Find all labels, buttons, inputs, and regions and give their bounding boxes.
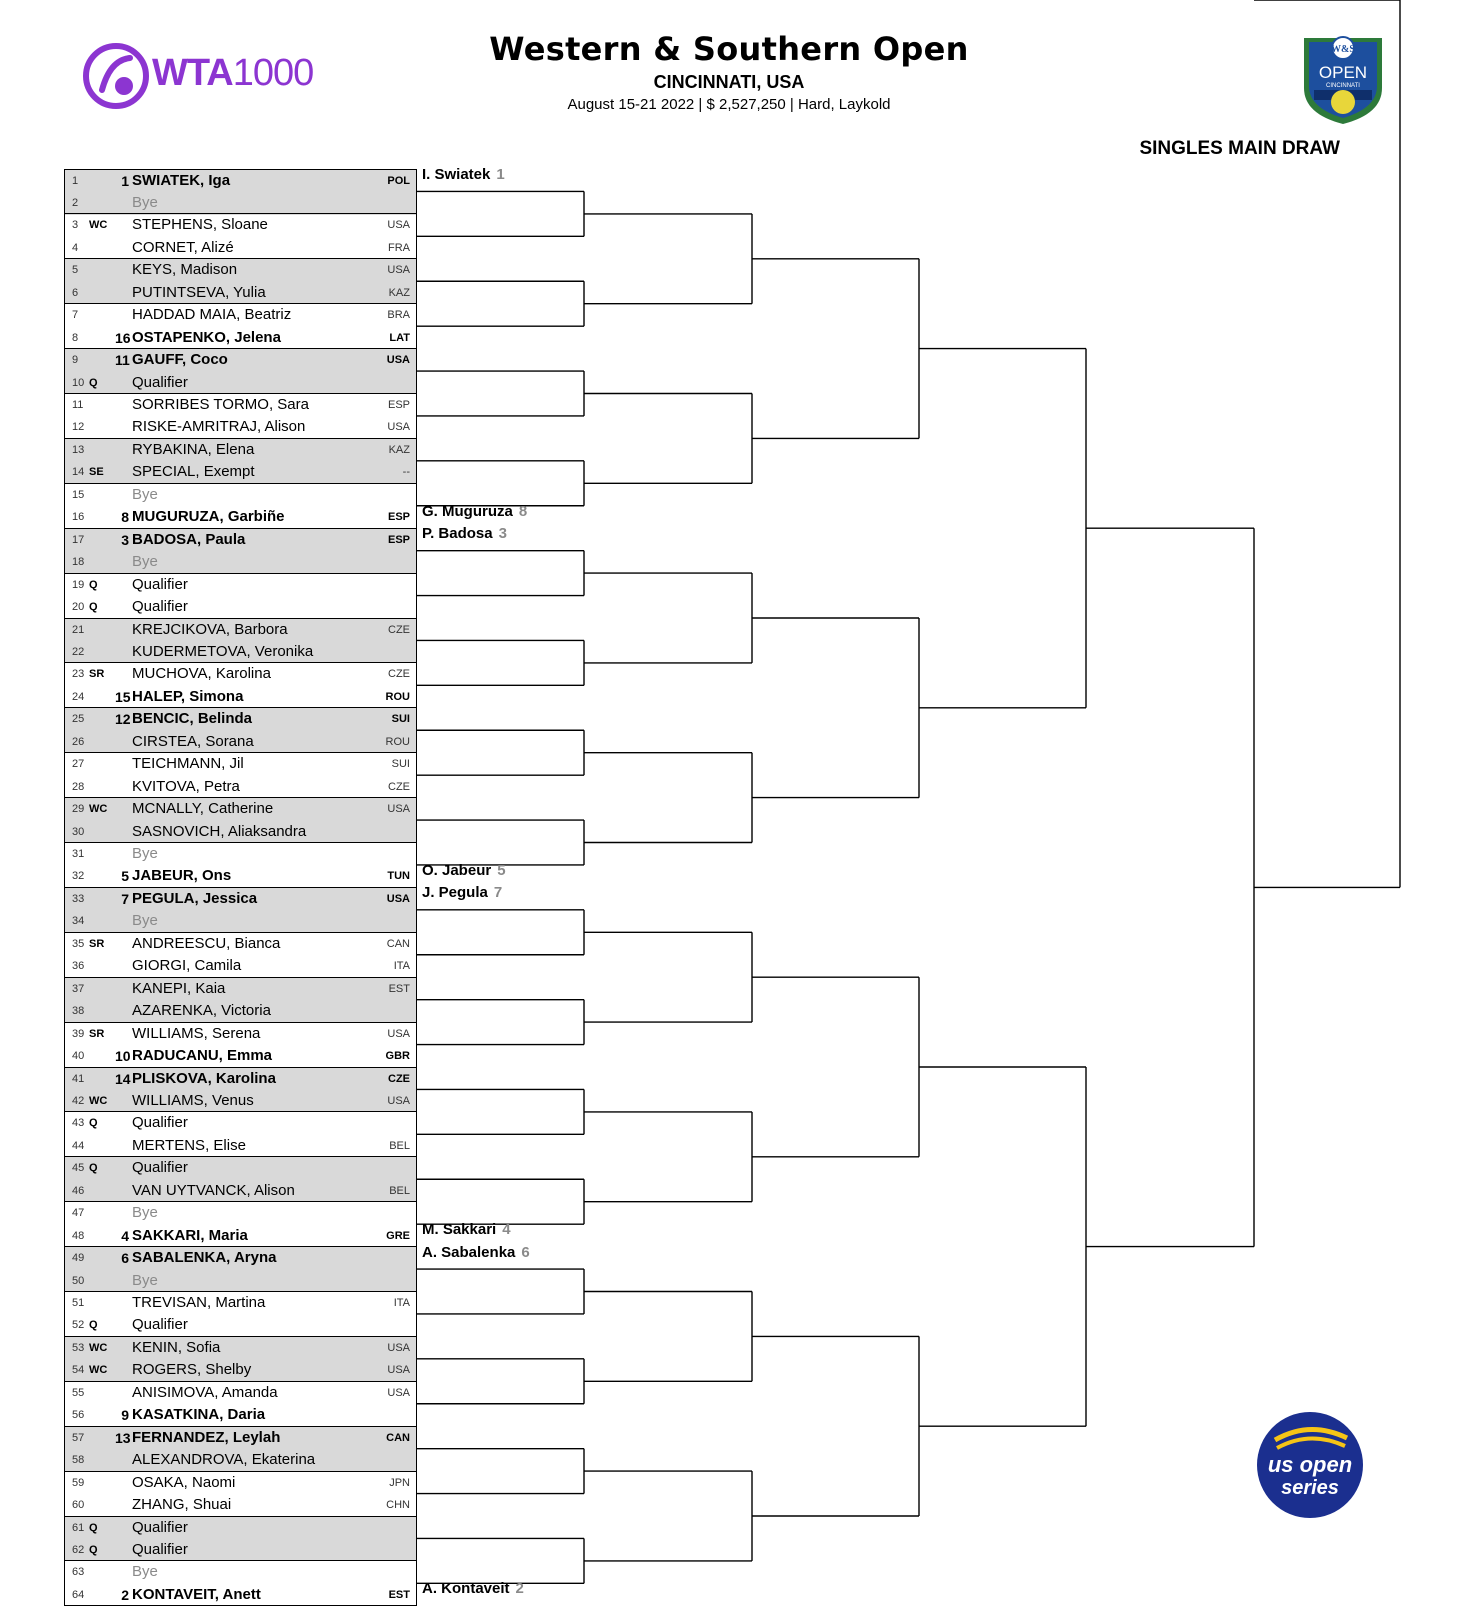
player-nationality: CZE — [388, 668, 410, 681]
player-name: SASNOVICH, Aliaksandra — [132, 822, 307, 840]
player-position: 4 — [72, 241, 79, 254]
player-position: 64 — [72, 1588, 85, 1601]
player-name: Bye — [132, 485, 158, 503]
player-name: Qualifier — [132, 1540, 188, 1558]
player-name: KANEPI, Kaia — [132, 979, 226, 997]
player-seed: 2 — [121, 1586, 129, 1603]
player-name: Bye — [132, 1204, 158, 1222]
player-name: Bye — [132, 553, 158, 571]
round1-winner-name: I. Swiatek — [422, 166, 491, 183]
player-entry-tag: Q — [89, 1543, 98, 1556]
player-nationality: USA — [386, 354, 410, 367]
player-entry-tag: Q — [89, 376, 98, 389]
player-position: 44 — [72, 1139, 85, 1152]
player-name: JABEUR, Ons — [132, 867, 232, 885]
player-name: KVITOVA, Petra — [132, 777, 240, 795]
player-name: Qualifier — [132, 1316, 188, 1334]
player-position: 5 — [72, 264, 79, 277]
player-position: 42 — [72, 1094, 85, 1107]
round1-winner-seed: 8 — [518, 502, 528, 520]
player-name: ANISIMOVA, Amanda — [132, 1383, 278, 1401]
player-position: 58 — [72, 1454, 85, 1467]
player-seed: 4 — [121, 1227, 129, 1244]
us-open-logo-line1: us open — [1267, 1452, 1353, 1477]
player-nationality: TUN — [387, 870, 410, 883]
player-name: ALEXANDROVA, Ekaterina — [132, 1451, 316, 1469]
player-position: 14 — [72, 466, 85, 479]
tournament-info: August 15-21 2022 | $ 2,527,250 | Hard, Laykold — [567, 96, 891, 113]
player-name: OSTAPENKO, Jelena — [132, 328, 281, 346]
player-name: PUTINTSEVA, Yulia — [132, 283, 266, 301]
player-nationality: JPN — [389, 1476, 410, 1489]
player-position: 11 — [72, 399, 84, 411]
player-position: 56 — [72, 1409, 85, 1422]
player-position: 41 — [72, 1072, 85, 1085]
round1-winner — [422, 525, 507, 542]
player-name: RADUCANU, Emma — [132, 1047, 273, 1065]
player-name: MUGURUZA, Garbiñe — [132, 508, 285, 526]
player-position: 16 — [72, 511, 85, 524]
player-name: Bye — [132, 912, 158, 930]
player-nationality: USA — [387, 1027, 410, 1040]
player-name: SPECIAL, Exempt — [132, 463, 255, 481]
player-entry-tag: SE — [89, 466, 104, 479]
player-entry-tag: WC — [89, 1364, 108, 1377]
player-seed: 16 — [115, 329, 131, 346]
player-nationality: USA — [387, 803, 410, 816]
player-seed: 15 — [115, 688, 131, 705]
tournament-title: Western & Southern Open — [489, 30, 969, 68]
round1-winner — [422, 1244, 530, 1261]
player-seed: 3 — [121, 531, 129, 548]
player-nationality: KAZ — [388, 286, 410, 299]
player-name: MUCHOVA, Karolina — [132, 665, 271, 683]
player-position: 61 — [72, 1521, 85, 1534]
player-position: 55 — [72, 1386, 85, 1399]
round1-winner-name: A. Kontaveit — [422, 1580, 510, 1598]
player-nationality: POL — [387, 175, 410, 187]
player-entry-tag: SR — [89, 668, 105, 681]
player-nationality: ITA — [393, 960, 410, 973]
player-nationality: ESP — [387, 399, 410, 411]
player-name: FERNANDEZ, Leylah — [132, 1428, 281, 1446]
player-name: ZHANG, Shuai — [132, 1496, 232, 1514]
player-nationality: CZE — [388, 1072, 410, 1085]
us-open-logo-line2: series — [1281, 1477, 1339, 1499]
player-entry-tag: SR — [89, 1027, 105, 1040]
player-nationality: USA — [387, 421, 410, 434]
player-nationality: ESP — [387, 511, 410, 524]
player-name: HADDAD MAIA, Beatriz — [132, 306, 292, 324]
player-position: 15 — [72, 488, 85, 501]
player-name: KASATKINA, Daria — [132, 1406, 266, 1424]
player-name: BENCIC, Belinda — [132, 710, 253, 728]
player-position: 17 — [72, 533, 85, 546]
player-nationality: SUI — [391, 758, 410, 771]
player-nationality: CZE — [388, 780, 410, 793]
player-nationality: LAT — [389, 331, 410, 344]
player-nationality: USA — [387, 1341, 410, 1354]
player-seed: 13 — [115, 1429, 131, 1446]
player-name: Qualifier — [132, 373, 188, 391]
player-name: Qualifier — [132, 1518, 188, 1536]
player-nationality: ESP — [387, 533, 410, 546]
player-seed: 1 — [121, 173, 129, 189]
draw-label: SINGLES MAIN DRAW — [1139, 138, 1340, 159]
player-nationality: EST — [388, 1588, 410, 1601]
player-nationality: USA — [387, 264, 410, 277]
round1-winner-seed: 7 — [493, 884, 503, 902]
player-position: 54 — [72, 1364, 85, 1377]
player-position: 13 — [72, 443, 85, 456]
ws-logo-open: OPEN — [1318, 63, 1368, 82]
player-name: GAUFF, Coco — [132, 351, 228, 369]
player-position: 39 — [72, 1027, 85, 1040]
player-position: 19 — [72, 578, 85, 591]
player-name: VAN UYTVANCK, Alison — [132, 1181, 295, 1199]
player-position: 12 — [72, 421, 85, 434]
player-position: 31 — [72, 848, 85, 860]
player-seed: 11 — [115, 352, 130, 369]
player-entry-tag: WC — [89, 219, 108, 232]
player-name: Bye — [132, 1563, 158, 1581]
player-name: MERTENS, Elise — [132, 1136, 246, 1154]
player-name: ANDREESCU, Bianca — [132, 934, 281, 952]
player-nationality: USA — [387, 1386, 410, 1399]
player-name: OSAKA, Naomi — [132, 1473, 236, 1491]
round1-winner-seed: 4 — [502, 1221, 511, 1239]
round1-winner-seed: 1 — [496, 166, 505, 183]
player-entry-tag: WC — [89, 1341, 108, 1354]
player-name: HALEP, Simona — [132, 687, 244, 705]
player-position: 46 — [72, 1184, 85, 1197]
tournament-location: CINCINNATI, USA — [653, 72, 805, 92]
player-name: RYBAKINA, Elena — [132, 440, 255, 458]
player-position: 33 — [72, 892, 85, 905]
player-position: 51 — [72, 1297, 85, 1309]
player-position: 62 — [72, 1543, 85, 1556]
player-nationality: SUI — [391, 713, 410, 726]
player-nationality: -- — [402, 466, 410, 479]
player-entry-tag: SR — [89, 937, 105, 950]
player-position: 63 — [72, 1566, 85, 1579]
player-position: 32 — [72, 870, 85, 883]
player-position: 50 — [72, 1274, 85, 1287]
player-name: PLISKOVA, Karolina — [132, 1069, 276, 1087]
player-position: 30 — [72, 825, 85, 838]
player-position: 36 — [72, 960, 85, 973]
player-position: 26 — [72, 735, 85, 748]
player-nationality: ROU — [385, 735, 410, 748]
player-entry-tag: WC — [89, 1094, 108, 1107]
player-name: KONTAVEIT, Anett — [132, 1585, 261, 1603]
player-nationality: USA — [387, 219, 410, 232]
round1-winner-name: O. Jabeur — [422, 861, 492, 879]
player-position: 22 — [72, 645, 85, 658]
player-name: Bye — [132, 194, 158, 212]
player-seed: 5 — [121, 868, 129, 885]
player-position: 48 — [72, 1229, 85, 1242]
player-position: 40 — [72, 1050, 85, 1063]
player-position: 53 — [72, 1341, 85, 1354]
player-seed: 6 — [121, 1250, 129, 1267]
round1-winner-name: J. Pegula — [422, 884, 488, 902]
player-entry-tag: WC — [89, 803, 108, 816]
player-seed: 14 — [115, 1070, 131, 1087]
player-seed: 9 — [121, 1407, 129, 1424]
player-position: 28 — [72, 780, 85, 793]
player-position: 9 — [72, 354, 79, 367]
player-name: CORNET, Alizé — [132, 238, 234, 256]
player-position: 49 — [72, 1252, 85, 1265]
player-nationality: BEL — [389, 1139, 410, 1152]
player-nationality: ITA — [393, 1297, 410, 1309]
player-position: 59 — [72, 1476, 85, 1489]
round1-winner-name: A. Sabalenka — [422, 1243, 516, 1261]
player-entry-tag: Q — [89, 1319, 98, 1332]
player-position: 20 — [72, 601, 85, 614]
player-position: 24 — [72, 690, 85, 703]
player-position: 60 — [72, 1499, 85, 1512]
player-nationality: USA — [387, 1094, 410, 1107]
player-position: 6 — [72, 286, 79, 299]
player-name: Qualifier — [132, 1159, 188, 1177]
player-position: 21 — [72, 623, 85, 636]
player-nationality: GBR — [385, 1050, 410, 1063]
player-entry-tag: Q — [89, 578, 98, 591]
player-nationality: CZE — [388, 623, 410, 636]
player-entry-tag: Q — [89, 1162, 98, 1175]
player-name: BADOSA, Paula — [132, 530, 246, 548]
player-position: 1 — [72, 175, 79, 187]
player-name: Qualifier — [132, 598, 188, 616]
player-position: 35 — [72, 937, 85, 950]
player-name: TEICHMANN, Jil — [132, 755, 244, 773]
player-position: 3 — [72, 219, 79, 232]
ws-logo-top: W&S — [1331, 44, 1355, 55]
player-seed: 12 — [115, 711, 131, 728]
wta-logo-text: WTA1000 — [152, 52, 314, 94]
round1-winner-name: M. Sakkari — [422, 1221, 497, 1239]
player-name: KUDERMETOVA, Veronika — [132, 642, 314, 660]
player-position: 57 — [72, 1431, 85, 1444]
player-position: 47 — [72, 1207, 85, 1220]
player-name: SABALENKA, Aryna — [132, 1249, 277, 1267]
player-nationality: CHN — [386, 1499, 410, 1512]
player-position: 43 — [72, 1117, 85, 1130]
player-name: GIORGI, Camila — [132, 957, 242, 975]
round1-winner — [422, 862, 506, 879]
player-name: KREJCIKOVA, Barbora — [132, 620, 288, 638]
player-entry-tag: Q — [89, 1117, 98, 1130]
player-name: KENIN, Sofia — [132, 1338, 221, 1356]
player-name: SWIATEK, Iga — [132, 172, 231, 189]
player-name: TREVISAN, Martina — [132, 1294, 266, 1311]
player-position: 2 — [72, 197, 79, 210]
player-name: KEYS, Madison — [132, 261, 238, 279]
player-nationality: KAZ — [388, 443, 410, 456]
player-nationality: CAN — [386, 937, 410, 950]
round1-winner-name: G. Muguruza — [422, 502, 513, 520]
player-name: SAKKARI, Maria — [132, 1226, 248, 1244]
player-position: 25 — [72, 713, 85, 726]
round1-winner — [422, 1580, 524, 1597]
round1-winner — [422, 503, 527, 520]
player-seed: 8 — [121, 509, 129, 526]
player-nationality: GRE — [386, 1229, 410, 1242]
player-nationality: EST — [388, 982, 410, 995]
player-position: 8 — [72, 331, 79, 344]
player-name: Qualifier — [132, 1114, 188, 1132]
player-nationality: BRA — [387, 309, 410, 322]
player-name: Bye — [132, 845, 158, 862]
player-entry-tag: Q — [89, 1521, 98, 1534]
player-name: CIRSTEA, Sorana — [132, 732, 254, 750]
round1-winner-seed: 2 — [515, 1580, 524, 1598]
player-nationality: CAN — [386, 1431, 410, 1444]
player-position: 37 — [72, 982, 85, 995]
player-name: Qualifier — [132, 575, 188, 593]
player-seed: 10 — [115, 1048, 131, 1065]
player-name: SORRIBES TORMO, Sara — [132, 396, 309, 413]
player-position: 52 — [72, 1319, 85, 1332]
player-entry-tag: Q — [89, 601, 98, 614]
round1-winner — [422, 166, 505, 183]
player-position: 18 — [72, 556, 85, 569]
player-position: 7 — [72, 309, 79, 322]
player-name: ROGERS, Shelby — [132, 1361, 252, 1379]
player-name: MCNALLY, Catherine — [132, 800, 274, 818]
player-name: Bye — [132, 1271, 158, 1289]
player-nationality: ROU — [385, 690, 410, 703]
ws-logo-city: CINCINNATI — [1326, 83, 1360, 89]
player-name: WILLIAMS, Serena — [132, 1024, 261, 1042]
player-name: RISKE-AMRITRAJ, Alison — [132, 418, 306, 436]
player-nationality: USA — [387, 1364, 410, 1377]
round1-winner-name: P. Badosa — [422, 525, 493, 543]
player-name: PEGULA, Jessica — [132, 889, 258, 907]
player-position: 34 — [72, 915, 85, 928]
player-position: 23 — [72, 668, 85, 681]
player-position: 45 — [72, 1162, 85, 1175]
player-position: 29 — [72, 803, 85, 816]
player-nationality: USA — [386, 892, 410, 905]
player-position: 10 — [72, 376, 85, 389]
round1-winner — [422, 1221, 511, 1238]
round1-winner-seed: 5 — [497, 861, 506, 879]
player-name: AZARENKA, Victoria — [132, 1002, 271, 1020]
round1-winner-seed: 6 — [521, 1243, 530, 1261]
player-nationality: BEL — [389, 1184, 410, 1197]
round1-winner-seed: 3 — [498, 525, 507, 543]
player-position: 27 — [72, 758, 85, 771]
player-name: WILLIAMS, Venus — [132, 1091, 254, 1109]
player-name: STEPHENS, Sloane — [132, 216, 268, 234]
player-position: 38 — [72, 1005, 85, 1018]
round1-winner — [422, 884, 502, 901]
player-nationality: FRA — [388, 241, 410, 254]
player-seed: 7 — [121, 890, 129, 907]
